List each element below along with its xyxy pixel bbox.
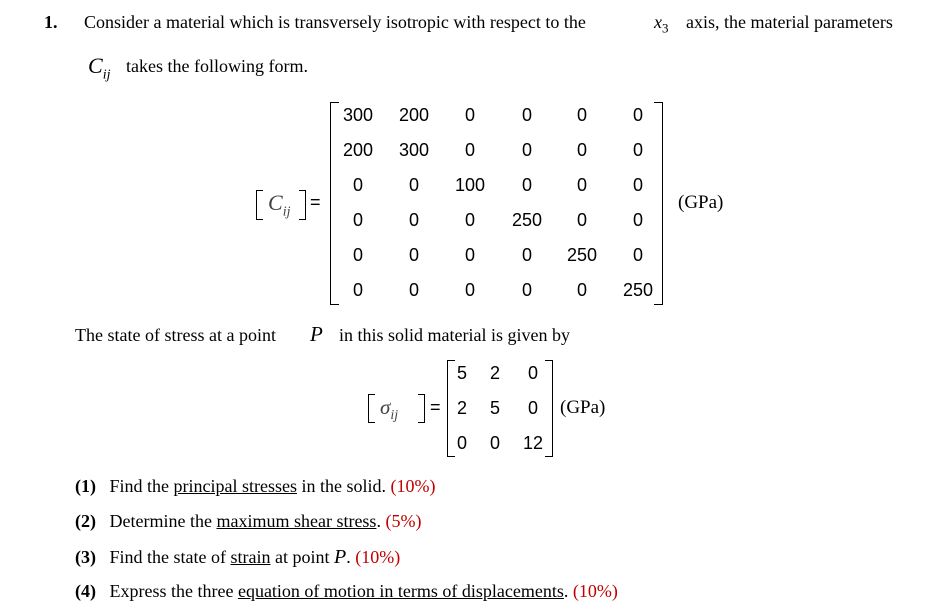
- stiffness-cell: 0: [352, 280, 363, 300]
- stiffness-cell: 0: [576, 280, 587, 300]
- question-text: Find the state of: [109, 547, 226, 567]
- stiffness-cell: 0: [632, 140, 643, 160]
- question-3: [75, 546, 400, 569]
- stress-cell: 2: [456, 398, 467, 418]
- question-4: [75, 581, 618, 602]
- question-points: (10%): [572, 581, 618, 601]
- stress-intro-text-2: in this solid material is given by: [339, 325, 570, 345]
- question-number: (4): [75, 581, 96, 601]
- stiffness-cell: 300: [398, 140, 430, 160]
- intro-text-2: axis, the material parameters: [686, 12, 893, 32]
- stiffness-cell: 0: [632, 210, 643, 230]
- stiffness-cell: 0: [521, 140, 532, 160]
- stiffness-cell: 0: [632, 105, 643, 125]
- stiffness-cell: 0: [521, 280, 532, 300]
- stress-intro-text-1: The state of stress at a point: [75, 325, 276, 345]
- stiffness-cell: 0: [576, 105, 587, 125]
- stress-cell: 5: [456, 363, 467, 383]
- cij-right-bracket: [299, 190, 306, 220]
- stiffness-cell: 0: [576, 175, 587, 195]
- stiffness-cell: 0: [576, 140, 587, 160]
- problem-number: 1.: [44, 12, 58, 32]
- stiffness-cell: 0: [521, 175, 532, 195]
- intro-text-1: Consider a material which is transversely isotropic with respect to the: [84, 12, 586, 32]
- stiffness-cell: 0: [521, 245, 532, 265]
- stress-cell: 0: [456, 433, 467, 453]
- question-text: .: [376, 511, 381, 531]
- stiffness-cell: 100: [454, 175, 486, 195]
- question-key-term: maximum shear stress: [216, 511, 377, 531]
- stiffness-cell: 250: [622, 280, 654, 300]
- cij-symbol: $C_{ij}$: [88, 53, 111, 83]
- question-text: Find the: [109, 476, 170, 496]
- stiffness-cell: 0: [352, 245, 363, 265]
- question-key-term: strain: [230, 547, 271, 567]
- stress-lhs: $\sigma_{ij}$: [380, 395, 399, 424]
- point-symbol: P: [310, 322, 323, 346]
- stiffness-cell: 0: [408, 175, 419, 195]
- sigma-left-bracket: [368, 394, 375, 423]
- question-2: [75, 511, 421, 532]
- stiffness-cell: 0: [464, 210, 475, 230]
- question-text: in the solid.: [301, 476, 386, 496]
- stiffness-cell: 0: [521, 105, 532, 125]
- question-text: Express the three: [109, 581, 234, 601]
- stress-cell: 0: [489, 433, 500, 453]
- stress-cell: 0: [527, 398, 538, 418]
- question-points: (5%): [385, 511, 422, 531]
- stiffness-cell: 0: [632, 245, 643, 265]
- stiffness-cell: 300: [342, 105, 374, 125]
- question-key-term: principal stresses: [173, 476, 297, 496]
- stress-cell: 5: [489, 398, 500, 418]
- stiffness-cell: 0: [352, 210, 363, 230]
- stiffness-cell: 0: [464, 245, 475, 265]
- axis-subscript: 3: [662, 20, 669, 36]
- question-number: (3): [75, 547, 96, 567]
- stress-cell: 2: [489, 363, 500, 383]
- stiffness-cell: 0: [408, 280, 419, 300]
- stiffness-cell: 0: [464, 280, 475, 300]
- question-text: .: [563, 581, 569, 601]
- stiffness-cell: 200: [342, 140, 374, 160]
- stiffness-matrix-left-bracket: [330, 102, 339, 305]
- stiffness-unit: (GPa): [678, 192, 724, 213]
- cij-left-bracket: [256, 190, 263, 220]
- stiffness-cell: 0: [576, 210, 587, 230]
- stiffness-cell: 0: [464, 105, 475, 125]
- point-symbol: P: [333, 546, 347, 568]
- stiffness-cell: 0: [464, 140, 475, 160]
- stiffness-cell: 200: [398, 105, 430, 125]
- stiffness-equals: =: [310, 192, 321, 212]
- question-text: Determine the: [109, 511, 212, 531]
- question-points: (10%): [355, 547, 401, 567]
- stress-equals: =: [430, 397, 441, 417]
- stiffness-cell: 250: [511, 210, 543, 230]
- sigma-right-bracket: [418, 394, 425, 423]
- question-text: at point: [274, 547, 330, 567]
- question-1: [75, 476, 435, 497]
- cij-subscript: ij: [102, 67, 111, 83]
- stiffness-lhs-subscript: ij: [282, 204, 291, 220]
- stiffness-cell: 0: [408, 245, 419, 265]
- stress-lhs-subscript: ij: [390, 408, 399, 424]
- stiffness-cell: 0: [408, 210, 419, 230]
- question-points: (10%): [390, 476, 436, 496]
- stiffness-cell: 0: [632, 175, 643, 195]
- stiffness-matrix-right-bracket: [654, 102, 663, 305]
- question-number: (2): [75, 511, 96, 531]
- stiffness-cell: 250: [566, 245, 598, 265]
- stiffness-cell: 0: [352, 175, 363, 195]
- stress-unit: (GPa): [560, 397, 606, 418]
- question-text: .: [346, 547, 351, 567]
- question-number: (1): [75, 476, 96, 496]
- intro-text-3: takes the following form.: [126, 56, 308, 76]
- stiffness-lhs: $C_{ij}$: [268, 190, 291, 220]
- question-key-term: equation of motion in terms of displacements: [237, 581, 564, 601]
- stress-cell: 0: [527, 363, 538, 383]
- stress-cell: 12: [522, 433, 544, 453]
- axis-symbol: $x_3$: [654, 12, 669, 36]
